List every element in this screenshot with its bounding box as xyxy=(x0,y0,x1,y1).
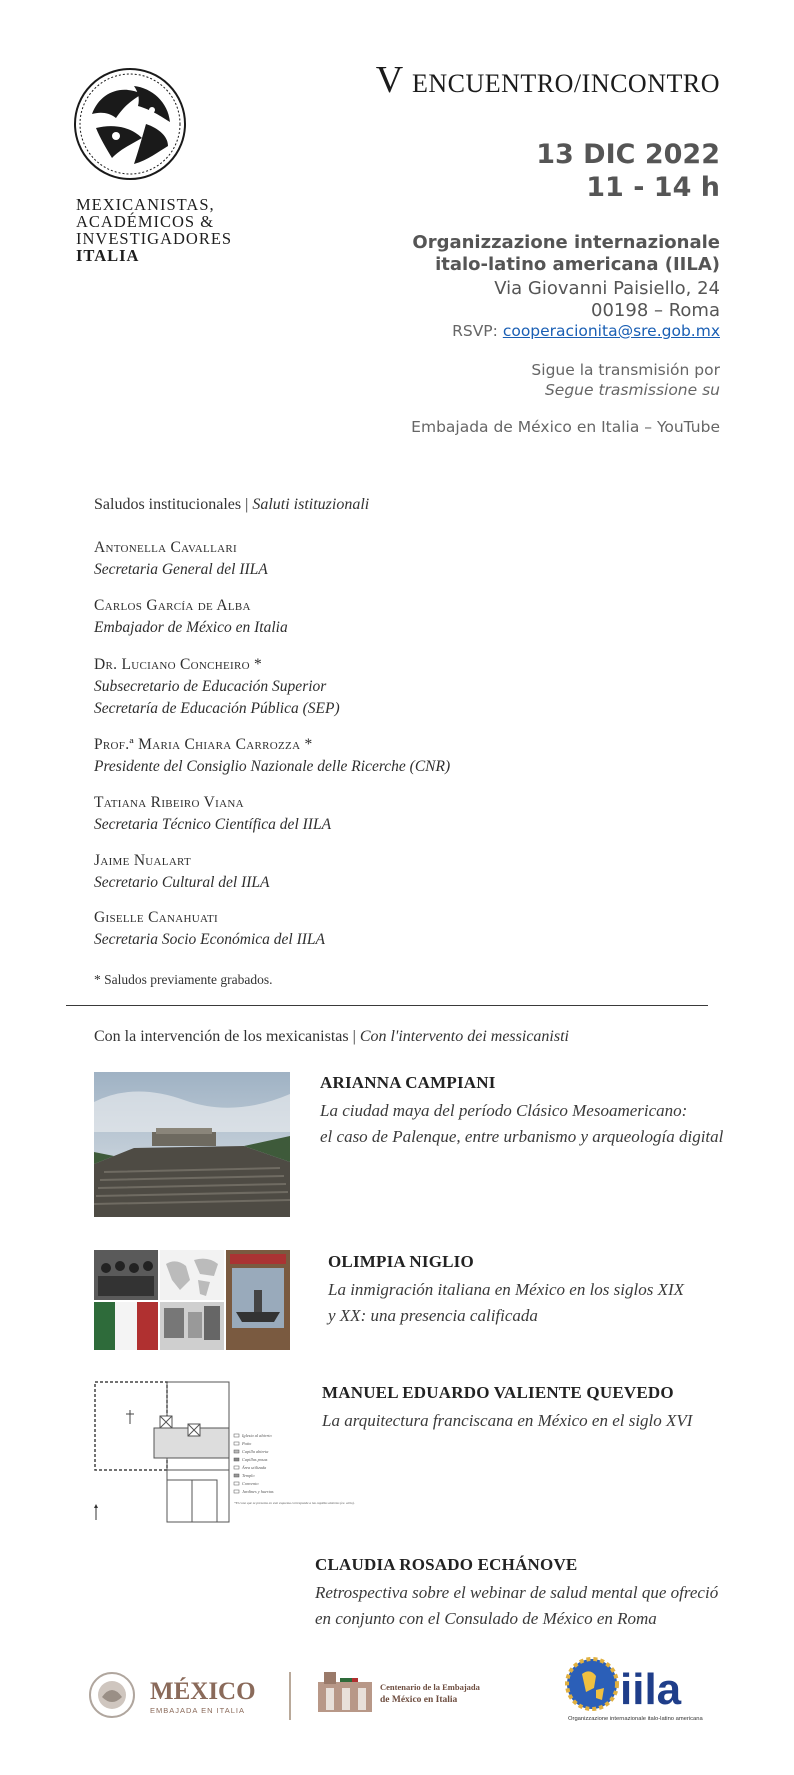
centenario-line2: de México en Italia xyxy=(380,1695,458,1705)
speaker-talk xyxy=(322,1408,692,1434)
stream-text-es: Sigue la transmisión por xyxy=(531,361,720,379)
logo-line: ACADÉMICOS & xyxy=(76,212,215,231)
speaker-entry xyxy=(94,595,288,639)
plan-note: *El cono que se presenta en este esquema corresponde a las capillas abiertas (ex. atrio). xyxy=(234,1501,355,1505)
person-role: Secretaría de Educación Pública (SEP) xyxy=(94,700,340,717)
speaker-name: ARIANNA CAMPIANI xyxy=(320,1073,496,1092)
talk-line: en conjunto con el Consulado de México en Roma xyxy=(315,1609,657,1628)
plan-legend-item: Capillas posas xyxy=(242,1457,268,1462)
palenque-pyramid-photo xyxy=(94,1072,290,1217)
mexico-sub: EMBAJADA EN ITALIA xyxy=(150,1706,245,1715)
address-line: 00198 – Roma xyxy=(591,300,720,321)
youtube-channel: Embajada de México en Italia – YouTube xyxy=(411,418,720,436)
person-role: Presidente del Consiglio Nazionale delle Ricerche (CNR) xyxy=(94,758,451,775)
person-name: Carlos García de Alba xyxy=(94,597,251,614)
rsvp-email-link[interactable]: cooperacionita@sre.gob.mx xyxy=(502,322,720,340)
speaker-name: CLAUDIA ROSADO ECHÁNOVE xyxy=(315,1555,578,1574)
rsvp-label: RSVP: xyxy=(452,322,498,340)
divider xyxy=(66,1005,708,1006)
immigration-collage xyxy=(94,1250,290,1350)
heading-separator: | xyxy=(241,496,253,513)
heading-es: Saludos institucionales xyxy=(94,496,242,513)
heading-it: Con l'intervento dei messicanisti xyxy=(359,1028,569,1045)
heading-es: Con la intervención de los mexicanistas xyxy=(94,1028,349,1045)
speaker-name: MANUEL EDUARDO VALIENTE QUEVEDO xyxy=(322,1383,674,1402)
iila-word: iila xyxy=(620,1665,682,1714)
org-line: italo-latino americana (IILA) xyxy=(435,254,720,275)
talk-line: La ciudad maya del período Clásico Mesoamericano: xyxy=(320,1101,688,1120)
heading-it: Saluti istituzionali xyxy=(252,496,370,513)
plan-legend-item: Iglesia al abierto xyxy=(242,1433,272,1438)
speaker-entry xyxy=(94,734,450,778)
mexican-fish-seal-icon xyxy=(72,66,188,182)
iila-logo xyxy=(566,1652,716,1724)
person-name: Antonella Cavallari xyxy=(94,539,237,556)
heading-separator: | xyxy=(348,1028,360,1045)
person-role: Secretaria Técnico Científica del IILA xyxy=(94,816,332,833)
plan-legend-item: Convento xyxy=(242,1481,259,1486)
logo-line: INVESTIGADORES xyxy=(76,229,233,248)
logo-line: ITALIA xyxy=(76,246,140,265)
footnote: * Saludos previamente grabados. xyxy=(94,972,273,987)
logo-line: MEXICANISTAS, xyxy=(76,195,215,214)
speaker-entry xyxy=(94,654,340,720)
talk-line: y XX: una presencia calificada xyxy=(328,1306,538,1325)
person-role: Secretario Cultural del IILA xyxy=(94,874,270,891)
talk-line: La arquitectura franciscana en México en el siglo XVI xyxy=(322,1411,693,1430)
address-line: Via Giovanni Paisiello, 24 xyxy=(494,278,720,299)
speaker-talk xyxy=(315,1580,718,1632)
person-name: Dr. Luciano Concheiro * xyxy=(94,656,263,673)
title-roman-numeral: V xyxy=(375,59,403,101)
speaker-talk xyxy=(320,1098,723,1150)
person-role: Secretaria General del IILA xyxy=(94,561,268,578)
person-name: Prof.ª Maria Chiara Carrozza * xyxy=(94,736,313,753)
speakers-heading xyxy=(94,1028,569,1046)
speaker-entry xyxy=(94,792,331,836)
stream-info xyxy=(531,360,720,400)
person-role: Embajador de México en Italia xyxy=(94,619,288,636)
iila-sub: Organizzazione internazionale italo-latino americana xyxy=(568,1716,703,1722)
rsvp xyxy=(452,322,720,340)
plan-legend-item: Patio xyxy=(242,1441,252,1446)
title-text: ENCUENTRO/INCONTRO xyxy=(412,69,720,98)
footer-divider xyxy=(289,1672,291,1720)
plan-legend-item: Templo xyxy=(242,1473,255,1478)
event-title xyxy=(376,58,720,102)
saludos-heading xyxy=(94,496,369,514)
person-name: Giselle Canahuati xyxy=(94,909,218,926)
plan-legend-item: Capilla abierta xyxy=(242,1449,269,1454)
centenario-logo xyxy=(316,1668,480,1718)
person-name: Jaime Nualart xyxy=(94,852,192,869)
event-date-time xyxy=(536,138,720,204)
talk-line: Retrospectiva sobre el webinar de salud mental que ofreció xyxy=(315,1583,719,1602)
person-name: Tatiana Ribeiro Viana xyxy=(94,794,244,811)
org-line: Organizzazione internazionale xyxy=(412,232,720,253)
stream-text-it: Segue trasmissione su xyxy=(544,381,720,399)
person-role: Subsecretario de Educación Superior xyxy=(94,678,327,695)
centenario-line1: Centenario de la Embajada xyxy=(380,1682,480,1692)
event-date: 13 DIC 2022 xyxy=(536,139,720,170)
person-role: Secretaria Socio Económica del IILA xyxy=(94,931,326,948)
plan-legend-item: Jardines y huertas xyxy=(242,1489,274,1494)
speaker-entry xyxy=(94,907,325,951)
event-time: 11 - 14 h xyxy=(586,172,720,203)
speaker-entry xyxy=(94,537,268,581)
venue-organization xyxy=(412,232,720,276)
speaker-entry xyxy=(94,850,270,894)
mexico-word: MÉXICO xyxy=(150,1678,256,1705)
speaker-name: OLIMPIA NIGLIO xyxy=(328,1252,474,1271)
talk-line: La inmigración italiana en México en los siglos XIX xyxy=(328,1280,685,1299)
mexico-embassy-logo xyxy=(88,1667,288,1723)
talk-line: el caso de Palenque, entre urbanismo y arqueología digital xyxy=(320,1127,724,1146)
franciscan-floor-plan xyxy=(94,1380,355,1525)
logo-wordmark xyxy=(76,196,232,264)
speaker-talk xyxy=(328,1277,684,1329)
venue-address xyxy=(494,278,720,322)
plan-legend-item: Área utilizada xyxy=(242,1465,267,1470)
